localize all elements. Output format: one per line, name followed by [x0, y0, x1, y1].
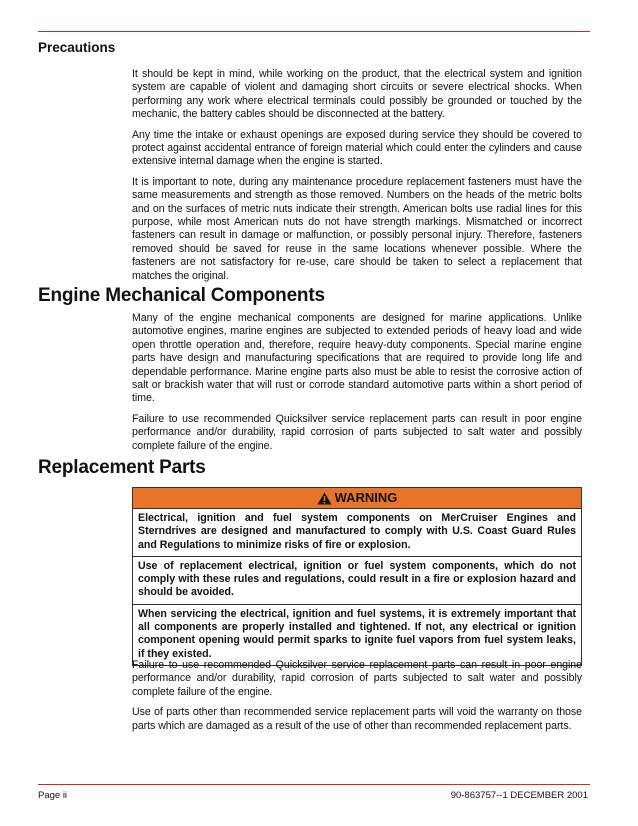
- footer-page-number: Page ii: [38, 790, 68, 801]
- precautions-paragraph-2: Any time the intake or exhaust openings are exposed during service they should be covered to protect against accidental entrance of foreign material which could enter the cylinders and cause extensive internal damage when the engine is started.: [132, 128, 582, 168]
- precautions-heading: Precautions: [38, 40, 116, 55]
- engine-paragraph-2: Failure to use recommended Quicksilver service replacement parts can result in poor engine performance and/or durability, rapid corrosion of parts subjected to salt water and possibly complete failure of the engine.: [132, 412, 582, 452]
- warning-header: [133, 488, 581, 509]
- warning-triangle-icon: [317, 492, 332, 505]
- warning-title: WARNING: [334, 490, 398, 505]
- replacement-heading: Replacement Parts: [38, 457, 206, 478]
- engine-body: [132, 312, 582, 460]
- footer-document-id: 90-863757--1 DECEMBER 2001: [450, 790, 588, 801]
- engine-paragraph-1: Many of the engine mechanical components are designed for marine applications. Unlike automotive engines, marine engines are subjected to extended periods of heavy load and wide open throttle operation and, therefore, require heavy-duty components. Special marine engine parts have design and manufacturing specifications that are required to provide long life and dependable performance. Marine engine parts also must be able to resist the corrosive action of salt or brackish water that will rust or corrode standard automotive parts within a short period of time.: [132, 312, 582, 405]
- warning-item-1: Electrical, ignition and fuel system components on MerCruiser Engines and Sterndrives are designed and manufactured to comply with U.S. Coast Guard Rules and Regulations to minimize risks of fire or explosion.: [133, 509, 581, 557]
- replacement-paragraph-2: Use of parts other than recommended service replacement parts will void the warranty on those parts which are damaged as a result of the use of other than recommended replacement parts.: [132, 706, 582, 732]
- precautions-paragraph-1: It should be kept in mind, while working on the product, that the electrical system and ignition system are capable of violent and damaging short circuits or severe electrical shocks. When performing any work where electrical terminals could possibly be grounded or touched by the mechanic, the battery cables should be disconnected at the battery.: [132, 68, 582, 121]
- warning-box: [132, 487, 582, 666]
- warning-item-3: When servicing the electrical, ignition and fuel systems, it is extremely important that all components are properly installed and tightened. If not, any electrical or ignition component opening would permit sparks to ignite fuel vapors from fuel system leaks, if they existed.: [138, 607, 576, 660]
- precautions-body: [132, 68, 582, 290]
- warning-item-2: Use of replacement electrical, ignition or fuel system components, which do not comply with these rules and regulations, could result in a fire or explosion hazard and should be avoided.: [133, 557, 581, 605]
- replacement-body: [132, 659, 582, 740]
- top-rule: [38, 31, 590, 32]
- bottom-rule: [38, 784, 590, 785]
- engine-heading: Engine Mechanical Components: [38, 285, 325, 306]
- replacement-paragraph-1: Failure to use recommended Quicksilver service replacement parts can result in poor engine performance and/or durability, rapid corrosion of parts subjected to salt water and possibly complete failure of the engine.: [132, 659, 582, 698]
- precautions-paragraph-3: It is important to note, during any maintenance procedure replacement fasteners must have the same measurements and strength as those removed. Numbers on the heads of the metric bolts and on the surfaces of metric nuts indicate their strength. American bolts use radial lines for this purpose, while most American nuts do not have strength markings. Mismatched or incorrect fasteners can result in damage or malfunction, or possibly personal injury. Therefore, fasteners removed should be saved for reuse in the same locations whenever possible. Where the fasteners are not satisfactory for re-use, care should be taken to select a replacement that matches the original.: [132, 175, 582, 282]
